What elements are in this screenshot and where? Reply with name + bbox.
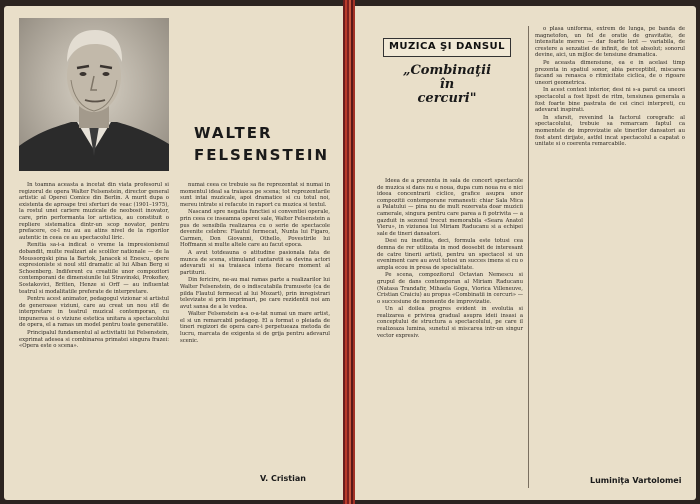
- paragraph: In sfarsit, revenind la factorul coregrafic al spectacolului, trebuie sa remarcam faptul ca momentele de improvizatie ale tinerilor dansatori au fost atent dirijate, astfel incat spectacolul a capatat o unitate si o coerenta remarcabile.: [535, 114, 685, 148]
- paragraph: o plasa uniforma, extrem de lunga, pe banda de magnetofon, un fel de oratie de gravitatie, de intensitate mereu — dar foarte lent — variabila, de crestere a senzatiei de infinit, de tot absolut; sonorul devine, aici, un mijloc de tensiune dramatica.: [535, 26, 685, 59]
- left-author-signature: V. Cristian: [260, 474, 306, 483]
- left-page: [4, 6, 343, 500]
- article-title-line: în: [439, 77, 455, 92]
- paragraph: numai ceea ce trebuie sa fie reprezentat si numai in momentul ideal sa traiasca pe scena; tot reprezentarile sunt intai muzicale, apoi dramatice si cu totul noi, mereu intrate si refacute in raport cu muzica si textul.: [180, 182, 330, 208]
- left-article-column-1: [19, 182, 169, 351]
- paragraph: Pe scena, compozitorul Octavian Nemescu si grupul de dans contemporan al Miriam Raducanu (Natasa Trandafir, Mihaela Gogu, Viorica Villeneuve, Cristian Craiciu) au propus «Combinatii in cercuri» — o succesiune de momente de improvizatie.: [377, 272, 523, 305]
- paragraph: Un al doilea progres evident in evolutia si realizarea e privirea gradual asupra ideii insasi a conceptului de structura a spectacolului, pe care il realizeaza lumina, sunetul si miscarea intr-un singur vector expresiv.: [377, 306, 523, 339]
- paragraph: Desi nu ineditia, deci, formula este totusi cea demna de rer utilizata in mod deosebit de interesant de catre tinerii artisti, pentru un spectacol si un eveniment care au avut totusi un succes imens si cu o ampla ecou in presa de specialitate.: [377, 238, 523, 271]
- paragraph: Din fericire, ne-au mai ramas parte a realizarilor lui Walter Felsenstein, de o indiscutabila frumusete (ca de pilda Flautul fermecat al lui Mozart), prin inregistrari televizate si prin imprimari, pe care rezidentii noi am avut sansa de a le vedea.: [180, 277, 330, 310]
- portrait-photo: [19, 18, 169, 171]
- article-title-line: cercuri": [417, 91, 477, 106]
- paragraph: Pe aceasta dimensiune, ea e in acelasi timp prezenta in spatiul sonor, abia perceptibil, miscarea facand sa renasca o ritmicitate ciclica, de o rigoare uneori geometrica.: [535, 59, 685, 86]
- right-article-column-2: [535, 26, 685, 149]
- paragraph: Nascand spre negatia functiei si conventiei operale, prin ceea ce inseamna operei sale, Walter Felsenstein a pus de sensibila realizarea cu o serie de spectacole devenite celebre: Flautul fermecat, Nunta lui Figaro, Carmen, Don Giovanni, Othello, Povestirile lui Hoffmann si multe altele care au facut epoca.: [180, 209, 330, 249]
- section-header-box: [383, 38, 511, 57]
- left-article-column-2: [180, 182, 330, 345]
- headline-last-name: FELSENSTEIN: [194, 146, 330, 164]
- paragraph: Walter Felsenstein a-a o-a-tat numai un mare artist, el si un remarcabil pedagog. El a format o pleiada de tineri regizori de opera care-i perpetueaza metoda de lucru, marcata de exigenta si de grija pentru adevarul scenic.: [180, 311, 330, 344]
- paragraph: In toamna aceasta a incetat din viata profesorul si regizorul de opera Walter Felsenstein, director general artistic al Operei Comice din Berlin. A murit dupa o existenta de aproape trei sferturi de veac (1901–1975), la rostul unei cariere muzicale de neobosit inovator, care, prin performanta lor artistica, au constituit o repliere sistematica dintr-un scop novator, pentru prefacere, ce-l nu au au atins nivel de la rigorilor autentic in ceea ce au spectacolul liric.: [19, 182, 169, 241]
- article-title-line: „Combinaţii: [402, 63, 492, 78]
- right-author-signature: Luminiţa Vartolomei: [590, 476, 682, 485]
- column-divider: [528, 26, 529, 488]
- section-title: MUZICA ŞI DANSUL: [388, 41, 506, 52]
- book-spine: [343, 0, 355, 504]
- headline-first-name: WALTER: [194, 124, 273, 142]
- paragraph: A avut totdeauna o atitudine pasionala fata de munca de scena, stimuland cantaretii sa devina actori adevarati si sa traiasca intens fiecare moment al partiturii.: [180, 249, 330, 276]
- right-article-column-1: [377, 178, 523, 340]
- paragraph: Ideea de a prezenta in sala de concert spectacole de muzica si dans nu e noua, dupa cum noua nu e nici ideea concentrarii ciclice, grafice asupra unor compozitii contemporane romanesti: chiar Sala Mica a Palatului — pina nu de mult rezervata doar muzicii camerale, singura pentru care parea a fi potrivita — a gazduit in sezonul trecut memorabila «Seara Anatol Vieru», in viziunea lui Miriam Raducanu si a echipei sale de tineri dansatori.: [377, 178, 523, 237]
- paragraph: Renitia sa-i-a indicat o vreme la impresionismul dobandit, multe realizari ale scolilor nationale — de la Moussorgski pina la Bartok, Janacek si Enescu, opere expresioniste si noul stil dramatic al lui Alban Berg si Schoenberg. Indiferent cu creatiile unor compozitori contemporani de dimensiunile lui Stravinski, Prokofiev, Sostakovici, Britten, Henze si Orff — au influentat teatrul si modalitatile preferate de interpretare.: [19, 242, 169, 295]
- paragraph: Principalul fundamentul al activitatii lui Felsenstein, exprimat adesea si combinarea primatei singura frazei: «Opera este o scena».: [19, 330, 169, 350]
- paragraph: Pentru acest animator, pedagogul vizionar si artistul de generoase viziuni, care au creat un nou stil de interpretare in teatrul muzical contemporan, cu impunerea si o viziune estetica unitara a spectacolului de opera, el a ramas un model pentru toate generatiile.: [19, 296, 169, 329]
- right-page: [355, 6, 696, 500]
- paragraph: In acest context interior, desi ni s-a parut ca uneori spectacolul a fost lipsit de ritm, tensiunea generala a fost foarte bine pastrata de cei cinci interpreti, cu adevarat inspirati.: [535, 87, 685, 114]
- article-title: [377, 64, 517, 106]
